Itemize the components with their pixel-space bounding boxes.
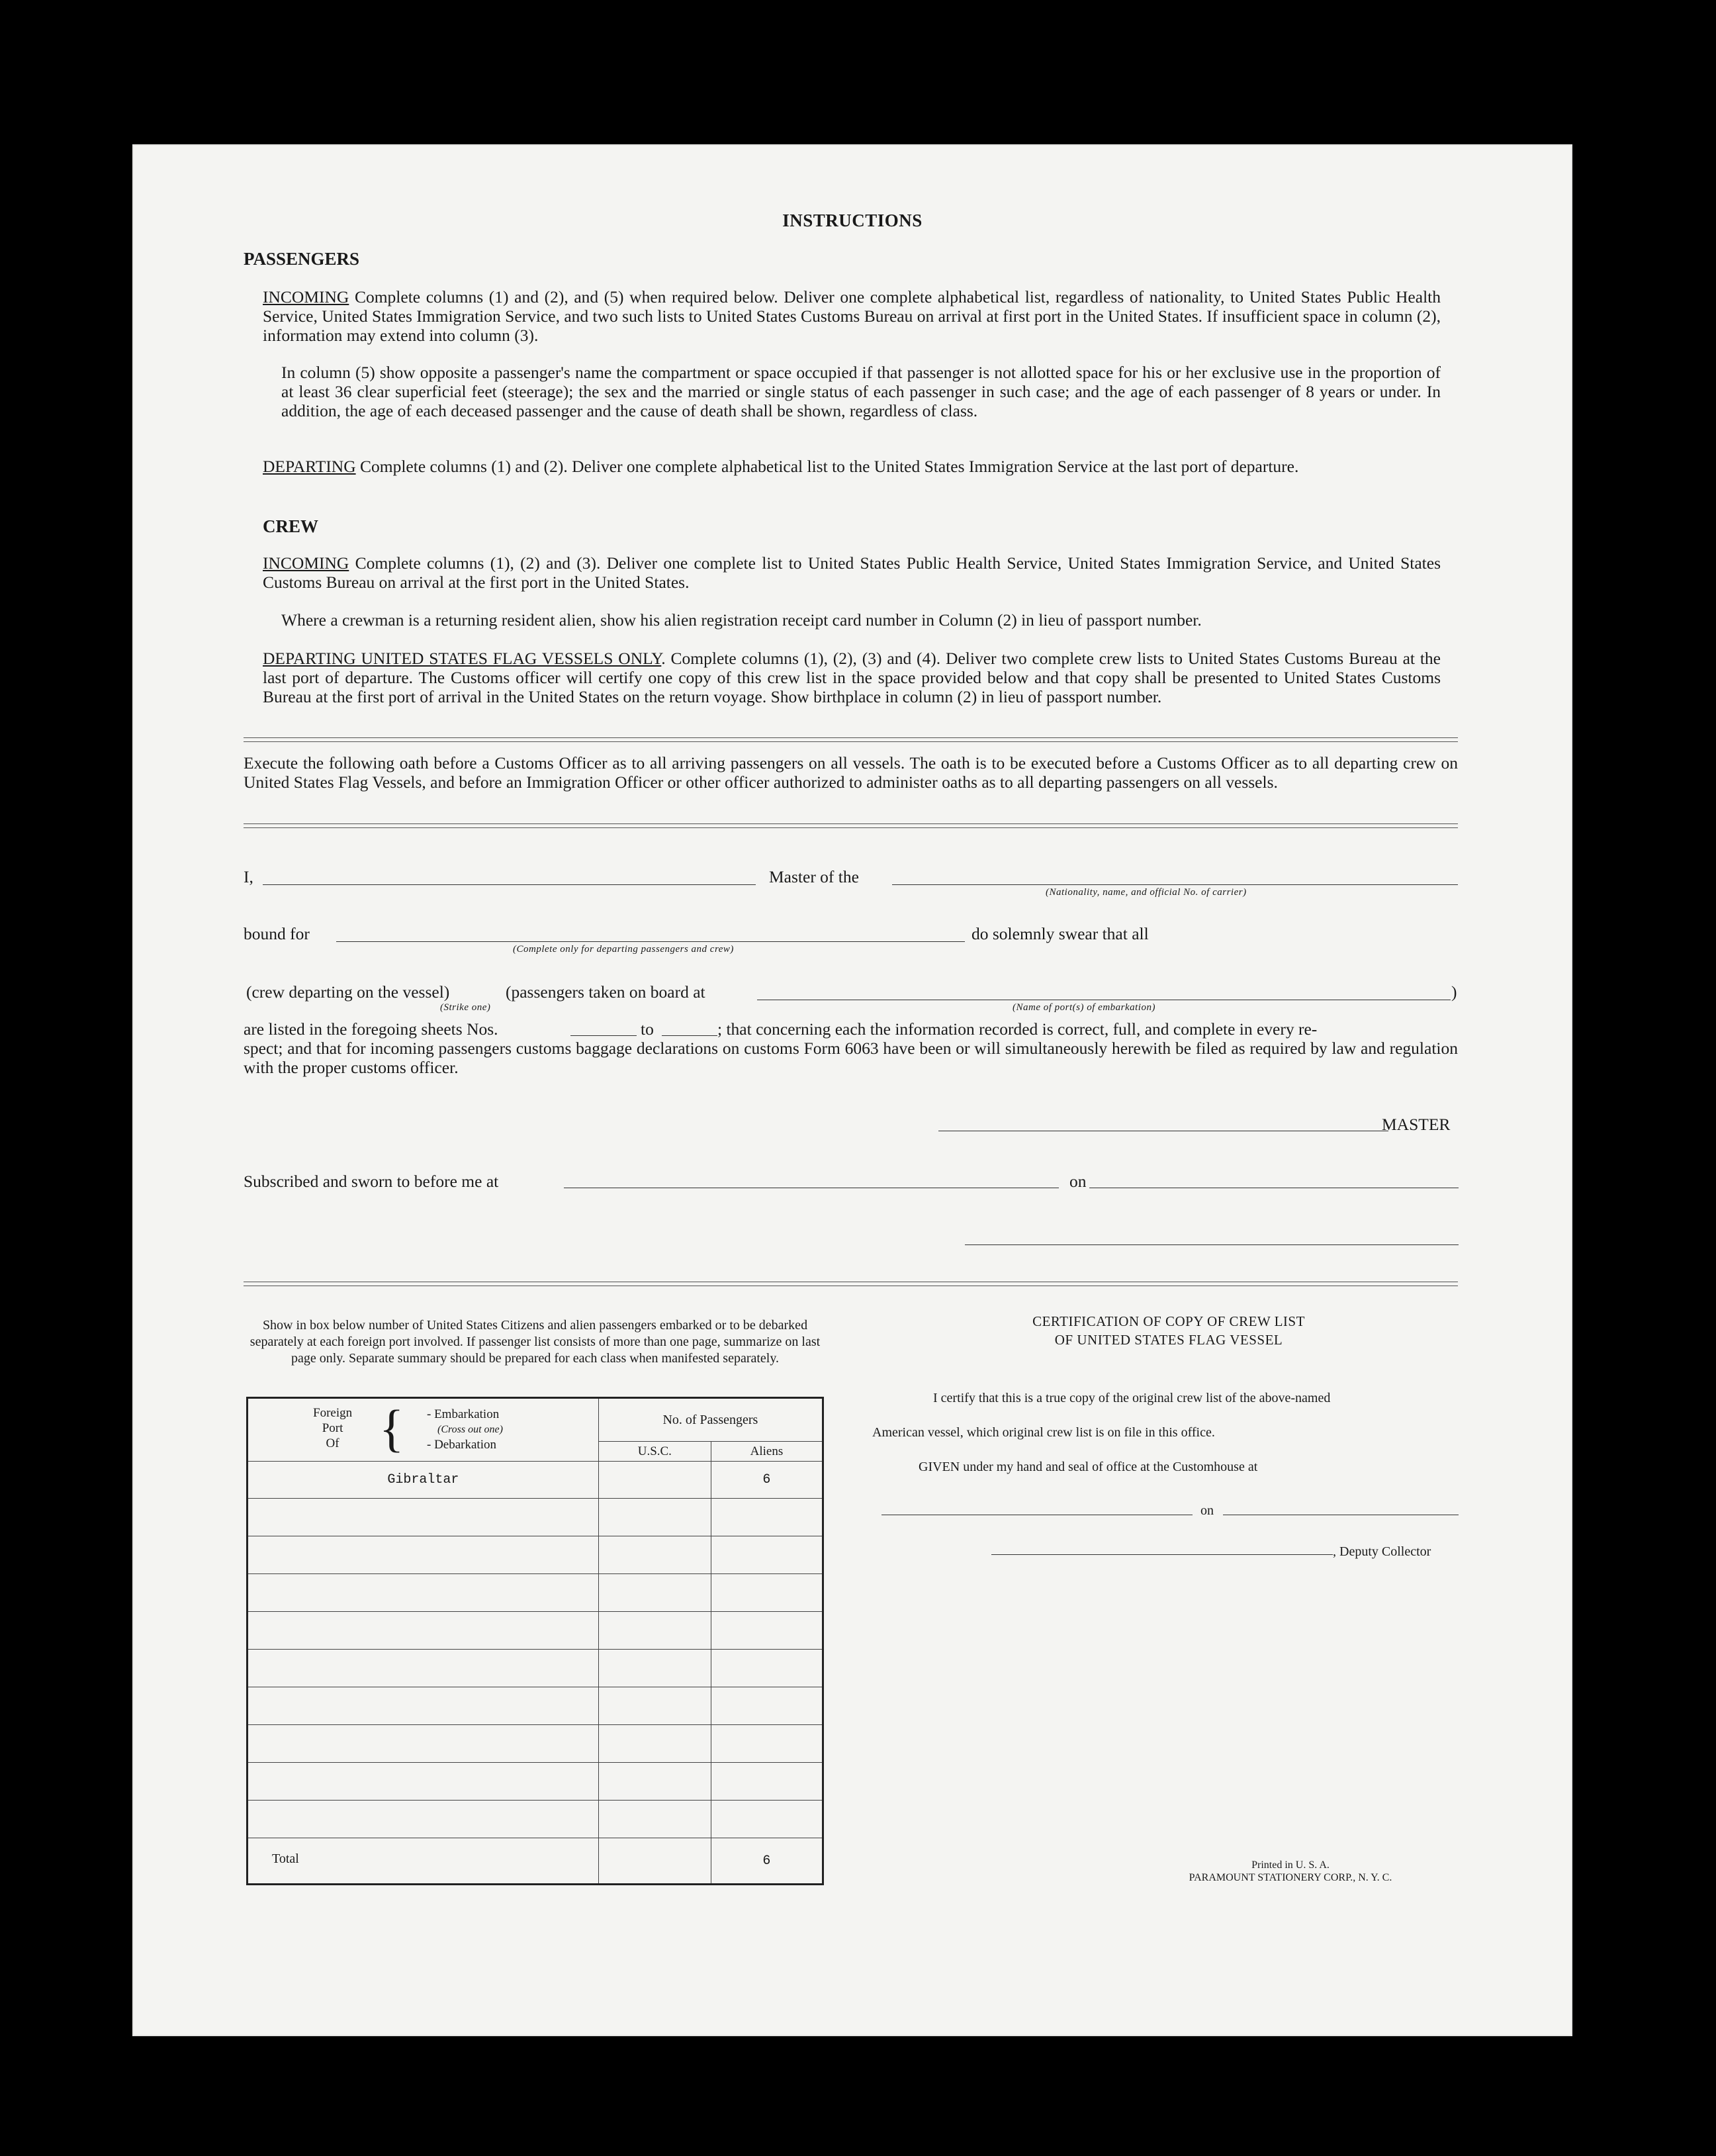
passengers-heading: PASSENGERS xyxy=(244,249,360,269)
sheet-from-field[interactable] xyxy=(570,1035,637,1036)
bound-for-label: bound for xyxy=(244,924,310,943)
incoming-label: INCOMING xyxy=(263,287,349,306)
instructions-title: INSTRUCTIONS xyxy=(782,211,923,230)
crew-incoming-label: INCOMING xyxy=(263,553,349,573)
aliens-cell[interactable] xyxy=(711,1763,823,1801)
printer-line-2: PARAMOUNT STATIONERY CORP., N. Y. C. xyxy=(1189,1872,1392,1883)
departing-us-label: DEPARTING UNITED STATES FLAG VESSELS ONLY xyxy=(263,649,662,668)
total-aliens-cell[interactable]: 6 xyxy=(711,1838,823,1885)
aliens-cell[interactable] xyxy=(711,1725,823,1763)
usc-cell[interactable] xyxy=(598,1801,711,1838)
officer-signature-field[interactable] xyxy=(965,1244,1459,1245)
brace-icon: { xyxy=(379,1399,404,1457)
aliens-cell[interactable] xyxy=(711,1499,823,1536)
usc-cell[interactable] xyxy=(598,1462,711,1499)
usc-cell[interactable] xyxy=(598,1574,711,1612)
crew-incoming-paragraph xyxy=(263,553,1441,592)
listed-text-a: are listed in the foregoing sheets Nos. xyxy=(244,1019,498,1039)
crewman-paragraph: Where a crewman is a returning resident alien, show his alien registration receipt card number in Column (2) in lieu of passport number. xyxy=(281,610,1202,630)
total-usc-cell[interactable] xyxy=(598,1838,711,1885)
oath-i-label: I, xyxy=(244,867,253,886)
printer-imprint xyxy=(1138,1859,1443,1884)
certify-line-1: I certify that this is a true copy of the original crew list of the above-named xyxy=(933,1391,1331,1405)
passenger-summary-table xyxy=(246,1397,824,1885)
table-row xyxy=(248,1574,823,1612)
table-row xyxy=(248,1499,823,1536)
cross-out-label: (Cross out one) xyxy=(437,1424,503,1435)
usc-cell[interactable] xyxy=(598,1650,711,1687)
port-header-cell xyxy=(248,1398,599,1462)
master-name-field[interactable] xyxy=(263,884,756,885)
subscribed-label: Subscribed and sworn to before me at xyxy=(244,1172,499,1191)
table-row xyxy=(248,1725,823,1763)
port-cell[interactable] xyxy=(248,1650,599,1687)
port-label: Port xyxy=(322,1421,343,1435)
table-row xyxy=(248,1536,823,1574)
listed-text-b: ; that concerning each the information recorded is correct, full, and complete in every re- xyxy=(717,1019,1318,1039)
usc-cell[interactable] xyxy=(598,1612,711,1650)
departing-us-paragraph xyxy=(263,649,1441,706)
carrier-field[interactable] xyxy=(892,884,1458,885)
aliens-cell[interactable] xyxy=(711,1687,823,1725)
departing-text: Complete columns (1) and (2). Deliver one complete alphabetical list to the United States Immigration Service at the last port of departure. xyxy=(355,457,1299,476)
certification-title xyxy=(880,1312,1457,1349)
passengers-departing-paragraph xyxy=(263,457,1441,476)
port-cell[interactable]: Gibraltar xyxy=(248,1462,599,1499)
close-paren: ) xyxy=(1451,982,1457,1002)
name-of-ports-caption: (Name of port(s) of embarkation) xyxy=(1013,1002,1155,1013)
divider xyxy=(244,823,1458,828)
embarkation-label: - Embarkation xyxy=(427,1407,500,1421)
total-label: Total xyxy=(248,1838,599,1885)
usc-cell[interactable] xyxy=(598,1499,711,1536)
port-cell[interactable] xyxy=(248,1536,599,1574)
usc-cell[interactable] xyxy=(598,1536,711,1574)
aliens-header: Aliens xyxy=(711,1442,823,1462)
complete-only-caption: (Complete only for departing passengers and crew) xyxy=(513,944,734,955)
sheet-to-field[interactable] xyxy=(662,1035,717,1036)
port-cell[interactable] xyxy=(248,1574,599,1612)
aliens-cell[interactable] xyxy=(711,1801,823,1838)
deputy-collector-label: , Deputy Collector xyxy=(1333,1544,1431,1559)
passengers-incoming-paragraph xyxy=(263,287,1441,345)
printer-line-1: Printed in U. S. A. xyxy=(1251,1859,1330,1871)
master-of-the-label: Master of the xyxy=(769,867,859,886)
usc-cell[interactable] xyxy=(598,1763,711,1801)
departing-us-text: . Complete columns (1), (2), (3) and (4). Deliver two complete crew lists to United States Customs Bureau at the last port of departure. The Customs officer will certify one copy of this crew list in the space provided below and that copy shall be presented to United States Customs Bureau at the first port of arrival in the United States on the return voyage. Show birthplace in column (2) in lieu of passport number. xyxy=(263,649,1441,706)
table-row xyxy=(248,1801,823,1838)
port-cell[interactable] xyxy=(248,1763,599,1801)
bound-for-field[interactable] xyxy=(336,941,965,942)
form-page xyxy=(132,144,1572,2036)
port-cell[interactable] xyxy=(248,1612,599,1650)
table-row xyxy=(248,1650,823,1687)
column5-paragraph: In column (5) show opposite a passenger's name the compartment or space occupied if that passenger is not allotted space for his or her exclusive use in the proportion of at least 36 clear superficial feet (steerage); the sex and the married or single status of each passenger in such case; and the age of each passenger of 8 years or under. In addition, the age of each deceased passenger and the cause of death shall be shown, regardless of class. xyxy=(281,363,1441,420)
foreign-label: Foreign xyxy=(313,1406,353,1420)
divider xyxy=(244,737,1458,742)
usc-cell[interactable] xyxy=(598,1687,711,1725)
sworn-on-label: on xyxy=(1069,1172,1087,1191)
incoming-text: Complete columns (1) and (2), and (5) when required below. Deliver one complete alphabetical list, regardless of nationality, to United States Public Health Service, United States Immigration Service, and two such lists to United States Customs Bureau on arrival at first port in the United States. If insufficient space in column (2), information may extend into column (3). xyxy=(263,287,1441,345)
listed-to-label: to xyxy=(641,1019,654,1039)
table-row xyxy=(248,1612,823,1650)
aliens-cell[interactable] xyxy=(711,1612,823,1650)
crew-departing-option: (crew departing on the vessel) xyxy=(246,982,450,1002)
port-cell[interactable] xyxy=(248,1499,599,1536)
passengers-taken-option: (passengers taken on board at xyxy=(506,982,705,1002)
certify-line-2: American vessel, which original crew list is on file in this office. xyxy=(872,1425,1215,1440)
certification-title-line-1: CERTIFICATION OF COPY OF CREW LIST xyxy=(1032,1313,1305,1329)
crew-incoming-text: Complete columns (1), (2) and (3). Deliver one complete list to United States Public Health Service, United States Immigration Service, and United States Customs Bureau on arrival at the first port in the United States. xyxy=(263,553,1441,592)
aliens-cell[interactable] xyxy=(711,1536,823,1574)
given-line: GIVEN under my hand and seal of office at the Customhouse at xyxy=(919,1460,1258,1474)
crew-heading: CREW xyxy=(263,516,319,536)
port-cell[interactable] xyxy=(248,1725,599,1763)
usc-cell[interactable] xyxy=(598,1725,711,1763)
aliens-cell[interactable]: 6 xyxy=(711,1462,823,1499)
certification-title-line-2: OF UNITED STATES FLAG VESSEL xyxy=(1054,1332,1283,1348)
nationality-caption: (Nationality, name, and official No. of carrier) xyxy=(1046,887,1247,898)
departing-label: DEPARTING xyxy=(263,457,356,476)
table-row xyxy=(248,1687,823,1725)
aliens-cell[interactable] xyxy=(711,1650,823,1687)
solemnly-swear-label: do solemnly swear that all xyxy=(971,924,1149,943)
cert-on-label: on xyxy=(1200,1503,1214,1518)
divider xyxy=(244,1282,1458,1286)
strike-one-caption: (Strike one) xyxy=(440,1002,491,1013)
deputy-signature-field[interactable] xyxy=(991,1554,1333,1555)
aliens-cell[interactable] xyxy=(711,1574,823,1612)
total-row xyxy=(248,1838,823,1885)
usc-header: U.S.C. xyxy=(598,1442,711,1462)
table-row xyxy=(248,1462,823,1499)
oath-intro: Execute the following oath before a Customs Officer as to all arriving passengers on all vessels. The oath is to be executed before a Customs Officer as to all departing crew on United States Flag Vessels, and before an Immigration Officer or other officer authorized to administer oaths as to all departing passengers on all vessels. xyxy=(244,753,1458,792)
port-cell[interactable] xyxy=(248,1687,599,1725)
table-row xyxy=(248,1763,823,1801)
port-cell[interactable] xyxy=(248,1801,599,1838)
listed-text-c: spect; and that for incoming passengers customs baggage declarations on customs Form 6063 have been or will simultaneously herewith be filed as required by law and regulation with the proper customs officer. xyxy=(244,1039,1458,1077)
debarkation-label: - Debarkation xyxy=(427,1438,496,1452)
no-of-passengers-header: No. of Passengers xyxy=(598,1398,823,1442)
of-label: Of xyxy=(326,1436,339,1450)
summary-note: Show in box below number of United States Citizens and alien passengers embarked or to be debarked separately at each foreign port involved. If passenger list consists of more than one page, summarize on last page only. Separate summary should be prepared for each class when manifested separately. xyxy=(249,1318,821,1366)
master-label: MASTER xyxy=(1382,1115,1451,1134)
